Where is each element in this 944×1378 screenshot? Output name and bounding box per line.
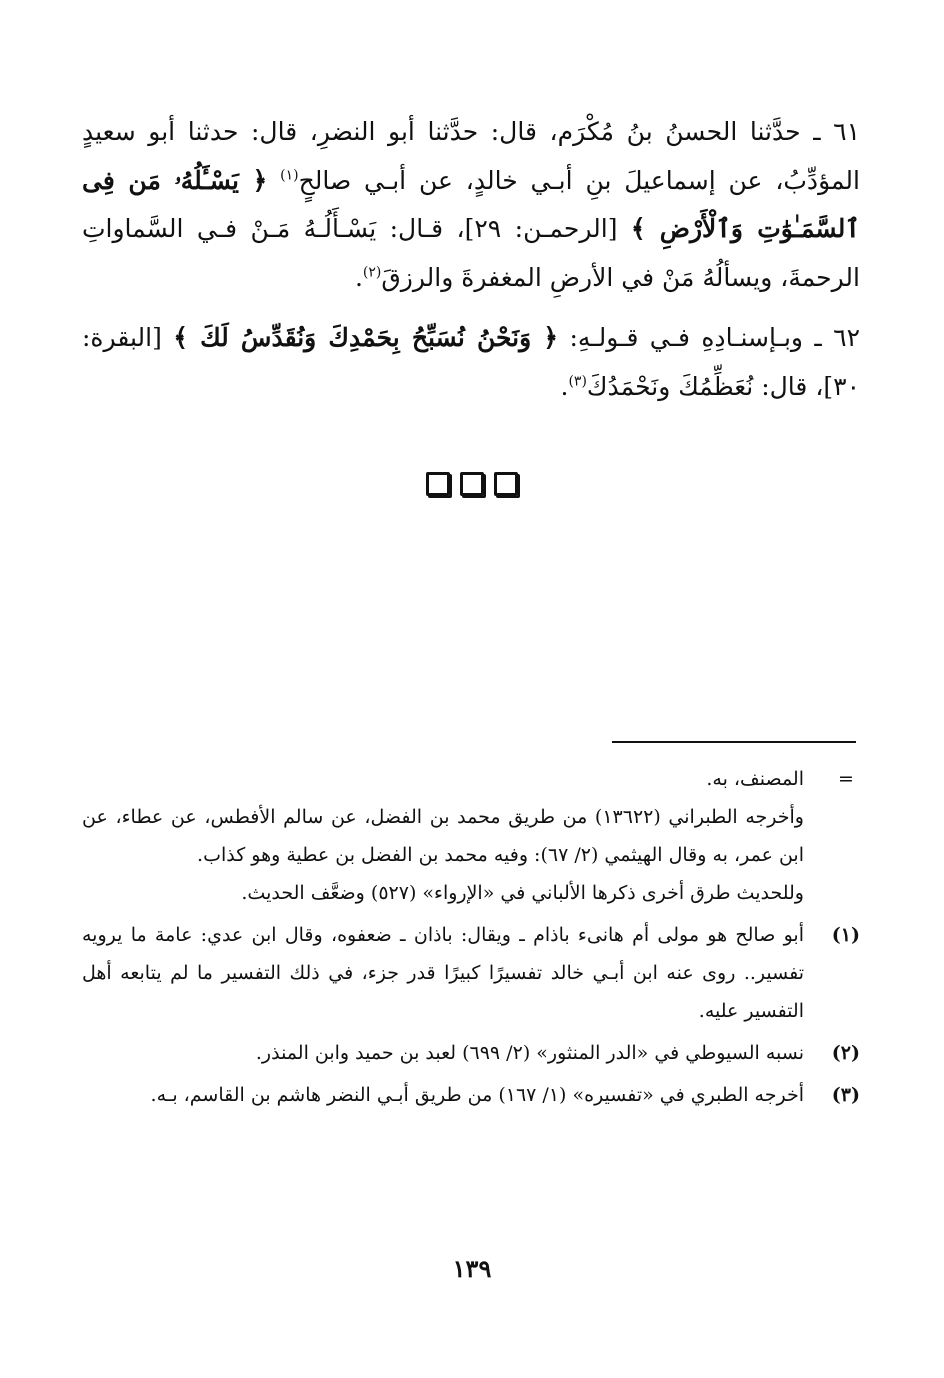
hadith-61-end: .: [354, 262, 363, 292]
main-text: [82, 108, 860, 411]
footnote-ref-3[interactable]: (٣): [568, 373, 587, 390]
hadith-61-text: ٦١ ـ حدَّثنا الحسنُ بنُ مُكْرَم، قال: حدَّثنا أبو النضرِ، قال: حدثنا أبو سعيدٍ المؤدِّبُ، عن إسماعيلَ بنِ أبـي خالدٍ، عن أبـي صالحٍ: [82, 117, 860, 195]
footnote-divider: [612, 741, 856, 743]
quran-verse-baqara: ﴿ وَنَحْنُ نُسَبِّحُ بِحَمْدِكَ وَنُقَدِّسُ لَكَ ﴾: [173, 323, 559, 352]
hadith-61: [82, 108, 860, 302]
footnote-number: (٣): [831, 1084, 860, 1106]
footnote-item-3: [82, 1076, 860, 1114]
page-number: ١٣٩: [452, 1254, 492, 1283]
continuation-line: المصنف، به.: [706, 768, 804, 790]
footnotes: [82, 760, 860, 1114]
footnote-text: نسبه السيوطي في «الدر المنثور» (٢/ ٦٩٩) لعبد بن حميد وابن المنذر.: [255, 1042, 804, 1064]
hadith-62-end: .: [560, 371, 569, 401]
hadith-62-intro: ٦٢ ـ وبـإسنـادِهِ فـي قـولـهِ:: [569, 323, 860, 352]
hadith-62: [82, 314, 860, 411]
hadith-61-commentary: [الرحمـن: ٢٩]، قـال: يَسْـأَلُـهُ مَـنْ فـي السَّماواتِ الرحمةَ، ويسألُهُ مَنْ في الأرضِ المغفرةَ والرزقَ: [82, 214, 860, 292]
quran-verse-rahman: ﴿ يَسْـَٔلُهُۥ مَن فِى ٱلسَّمَـٰوَٰتِ وَٱلْأَرْضِ ﴾: [82, 165, 860, 243]
footnote-number: (١): [831, 924, 860, 946]
separator-box-icon: [494, 472, 518, 496]
hadith-62-commentary: [البقرة: ٣٠]، قال: نُعَظِّمُكَ ونَحْمَدُكَ: [82, 323, 860, 401]
separator-box-icon: [460, 472, 484, 496]
separator-box-icon: [426, 472, 450, 496]
footnote-ref-2[interactable]: (٢): [362, 264, 382, 281]
footnote-text: أخرجه الطبري في «تفسيره» (١/ ١٦٧) من طريق أبـي النضر هاشم بن القاسم، بـه.: [150, 1084, 804, 1106]
footnote-continuation: [82, 760, 860, 912]
footnote-text: أبو صالح هو مولى أم هانىء باذام ـ ويقال: باذان ـ ضعفوه، وقال ابن عدي: عامة ما يرويه تفسير.. روى عنه ابن أبـي خالد تفسيرًا كبيرًا قدر جزء، في ذلك التفسير ما لم يتابعه أهل التفسير عليه.: [82, 924, 804, 1022]
footnote-ref-1[interactable]: (١): [280, 167, 299, 184]
continuation-marker: =: [838, 768, 854, 790]
footnote-item-1: [82, 916, 860, 1030]
footnote-item-2: [82, 1034, 860, 1072]
footnote-tabarani: وأخرجه الطبراني (١٣٦٢٢) من طريق محمد بن الفضل، عن سالم الأفطس، عن عطاء، عن ابن عمر، به وقال الهيثمي (٢/ ٦٧): وفيه محمد بن الفضل بن عطية وهو كذاب.: [82, 806, 804, 866]
footnote-albani: وللحديث طرق أخرى ذكرها الألباني في «الإرواء» (٥٢٧) وضعَّف الحديث.: [241, 882, 804, 904]
section-separator: [0, 472, 944, 496]
footnote-number: (٢): [831, 1042, 860, 1064]
